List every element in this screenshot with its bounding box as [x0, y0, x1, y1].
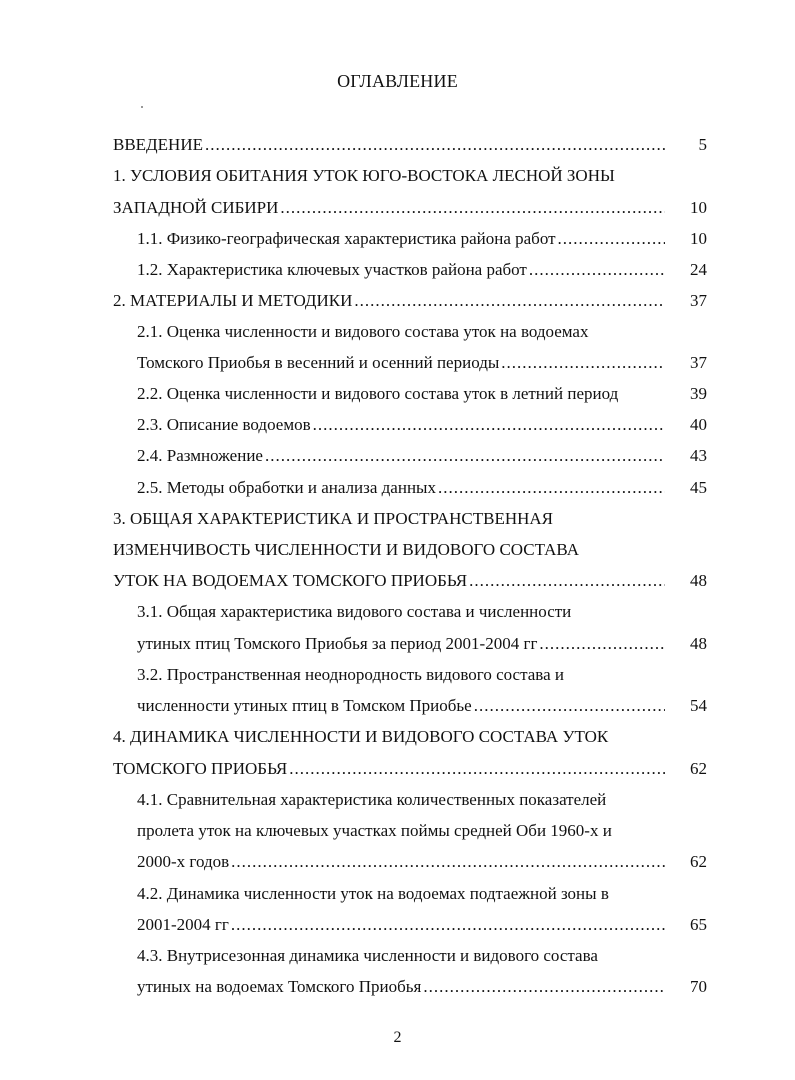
toc-entry-ch3-line1[interactable]: 3. ОБЩАЯ ХАРАКТЕРИСТИКА И ПРОСТРАНСТВЕННАЯ [113, 509, 553, 528]
toc-page-number: 5 [698, 135, 707, 154]
toc-page-number: 24 [690, 260, 707, 279]
leader-dots [205, 133, 665, 157]
toc-entry-1-1[interactable] [137, 227, 707, 251]
leader-dots [469, 569, 665, 593]
toc-entry-ch4-line1[interactable]: 4. ДИНАМИКА ЧИСЛЕННОСТИ И ВИДОВОГО СОСТАВА УТОК [113, 727, 609, 746]
leader-dots [501, 351, 665, 375]
toc-page-number: 65 [690, 915, 707, 934]
toc-entry-2-5[interactable] [137, 476, 707, 500]
toc-entry-2-4[interactable] [137, 444, 707, 468]
page-title: ОГЛАВЛЕНИЕ [337, 71, 458, 91]
toc-entry-ch2[interactable] [113, 289, 707, 313]
leader-dots [280, 196, 665, 220]
leader-dots [354, 289, 665, 313]
toc-entry-title: 2.4. Размножение [137, 446, 263, 465]
toc-entry-ch4[interactable] [113, 757, 707, 781]
toc-entry-4-3-line1[interactable]: 4.3. Внутрисезонная динамика численности и видового состава [137, 946, 598, 965]
toc-entry-4-2[interactable] [137, 913, 707, 937]
toc-page-number: 62 [690, 852, 707, 871]
toc-entry-ch3-line2[interactable]: ИЗМЕНЧИВОСТЬ ЧИСЛЕННОСТИ И ВИДОВОГО СОСТАВА [113, 540, 579, 559]
toc-entry-2-1[interactable] [137, 351, 707, 375]
toc-entry-4-1[interactable] [137, 850, 707, 874]
toc-page-number: 39 [690, 384, 707, 403]
toc-entry-title: 2001-2004 гг [137, 915, 229, 934]
toc-entry-3-2[interactable] [137, 694, 707, 718]
toc-page-number: 37 [690, 291, 707, 310]
toc-entry-3-1-line1[interactable]: 3.1. Общая характеристика видового состава и численности [137, 602, 572, 621]
leader-dots [231, 850, 665, 874]
leader-dots [231, 913, 665, 937]
toc-entry-4-3[interactable] [137, 975, 707, 999]
leader-dots [265, 444, 665, 468]
leader-dots [474, 694, 665, 718]
toc-entry-title: 1.1. Физико-географическая характеристика района работ [137, 229, 556, 248]
toc-page-number: 10 [690, 229, 707, 248]
toc-page-number: 40 [690, 415, 707, 434]
toc-entry-title: 2000-х годов [137, 852, 230, 871]
toc-entry-title: численности утиных птиц в Томском Приобье [137, 696, 472, 715]
leader-dots [539, 632, 665, 656]
toc-page-number: 54 [690, 696, 707, 715]
toc-entry-title: 2.2. Оценка численности и видового состава уток в летний период [137, 384, 619, 403]
toc-entry-title: ЗАПАДНОЙ СИБИРИ [113, 198, 279, 217]
toc-entry-ch1-line1[interactable]: 1. УСЛОВИЯ ОБИТАНИЯ УТОК ЮГО-ВОСТОКА ЛЕСНОЙ ЗОНЫ [113, 166, 615, 185]
toc-entry-3-1[interactable] [137, 632, 707, 656]
toc-entry-2-3[interactable] [137, 413, 707, 437]
toc-entry-ch1[interactable] [113, 196, 707, 220]
toc-entry-title: 2.5. Методы обработки и анализа данных [137, 478, 436, 497]
toc-entry-title: 1.2. Характеристика ключевых участков района работ [137, 260, 527, 279]
leader-dots [289, 757, 665, 781]
toc-entry-title: Томского Приобья в весенний и осенний периоды [137, 353, 500, 372]
toc-entry-title: утиных птиц Томского Приобья за период 2001-2004 гг [137, 634, 538, 653]
toc-entry-4-1-line2[interactable]: пролета уток на ключевых участках поймы средней Оби 1960-х и [137, 821, 612, 840]
toc-entry-4-1-line1[interactable]: 4.1. Сравнительная характеристика количественных показателей [137, 790, 607, 809]
toc-entry-ch3[interactable] [113, 569, 707, 593]
toc-page-number: 37 [690, 353, 707, 372]
toc-entry-2-2[interactable] [137, 382, 707, 406]
toc-page-number: 10 [690, 198, 707, 217]
page-number: 2 [393, 1029, 402, 1046]
toc-entry-1-2[interactable] [137, 258, 707, 282]
toc-entry-title: 2.3. Описание водоемов [137, 415, 311, 434]
toc-page-number: 45 [690, 478, 707, 497]
toc-entry-title: ТОМСКОГО ПРИОБЬЯ [113, 759, 288, 778]
leader-dots [438, 476, 665, 500]
toc-page-number: 43 [690, 446, 707, 465]
toc-entry-title: утиных на водоемах Томского Приобья [137, 977, 422, 996]
toc-entry-title: ВВЕДЕНИЕ [113, 135, 203, 154]
leader-dots [423, 975, 665, 999]
toc-page-number: 70 [690, 977, 707, 996]
leader-dots [529, 258, 665, 282]
toc-entry-2-1-line1[interactable]: 2.1. Оценка численности и видового состава уток на водоемах [137, 322, 589, 341]
toc-page-number: 48 [690, 571, 707, 590]
toc-entry-3-2-line1[interactable]: 3.2. Пространственная неоднородность видового состава и [137, 665, 564, 684]
toc-entry-4-2-line1[interactable]: 4.2. Динамика численности уток на водоемах подтаежной зоны в [137, 884, 609, 903]
toc-entry-title: УТОК НА ВОДОЕМАХ ТОМСКОГО ПРИОБЬЯ [113, 571, 468, 590]
toc-entry-title: 2. МАТЕРИАЛЫ И МЕТОДИКИ [113, 291, 353, 310]
toc-entry-intro[interactable] [113, 133, 707, 157]
leader-dots [313, 413, 665, 437]
toc-page-number: 62 [690, 759, 707, 778]
leader-dots [558, 227, 665, 251]
toc-page-number: 48 [690, 634, 707, 653]
